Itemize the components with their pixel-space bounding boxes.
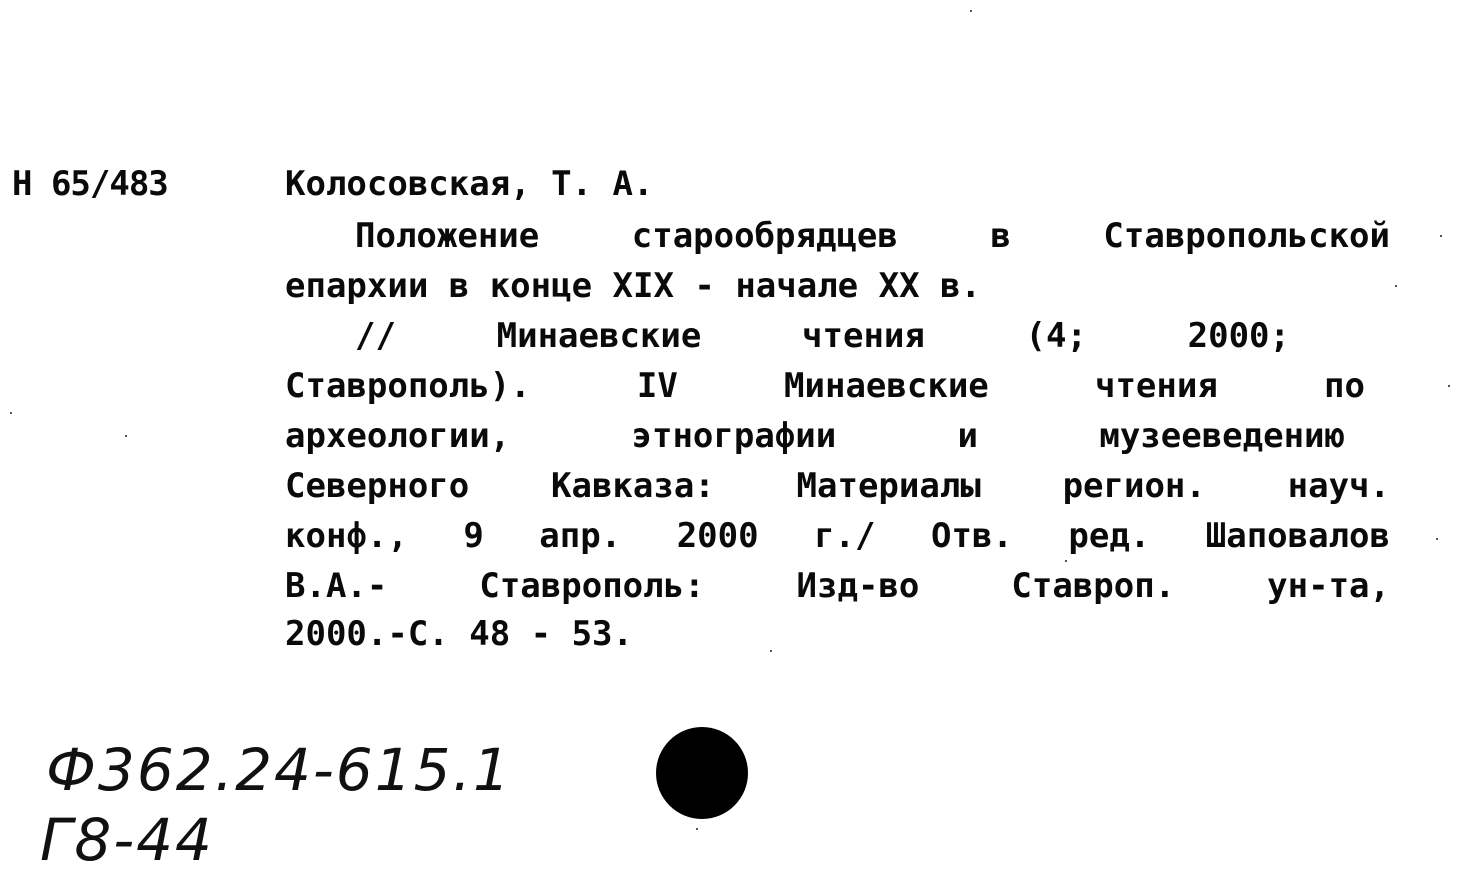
- pages-line: 2000.-С. 48 - 53.: [285, 614, 633, 654]
- shelfmark: Н 65/483: [12, 164, 168, 204]
- imprint-line: В.А.- Ставрополь: Изд-во Ставроп. ун-та,: [285, 566, 1390, 606]
- scan-speck: [1436, 538, 1438, 540]
- title-line: епархии в конце XIX - начале XX в.: [285, 266, 981, 306]
- source-line: Северного Кавказа: Материалы регион. науч.: [285, 466, 1390, 506]
- scan-speck: [125, 435, 127, 437]
- scan-speck: [1448, 385, 1450, 387]
- source-line: Ставрополь). IV Минаевские чтения по: [285, 366, 1365, 406]
- source-line: археологии, этнографии и музееведению: [285, 416, 1345, 456]
- source-line: конф., 9 апр. 2000 г./ Отв. ред. Шаповалов: [285, 516, 1390, 556]
- punch-hole: [656, 727, 748, 819]
- scan-speck: [10, 412, 12, 414]
- handwritten-classification: Ф362.24-615.1: [46, 736, 512, 804]
- scan-speck: [970, 10, 972, 12]
- scan-speck: [696, 828, 698, 830]
- scan-speck: [1440, 235, 1442, 237]
- scan-speck: [770, 650, 772, 652]
- scan-speck: [1395, 285, 1397, 287]
- scan-speck: [1065, 560, 1067, 562]
- source-line: // Минаевские чтения (4; 2000;: [355, 316, 1290, 356]
- title-line: Положение старообрядцев в Ставропольской: [355, 216, 1390, 256]
- author-line: Колосовская, Т. А.: [285, 164, 654, 204]
- handwritten-call-number: Г8-44: [40, 806, 214, 874]
